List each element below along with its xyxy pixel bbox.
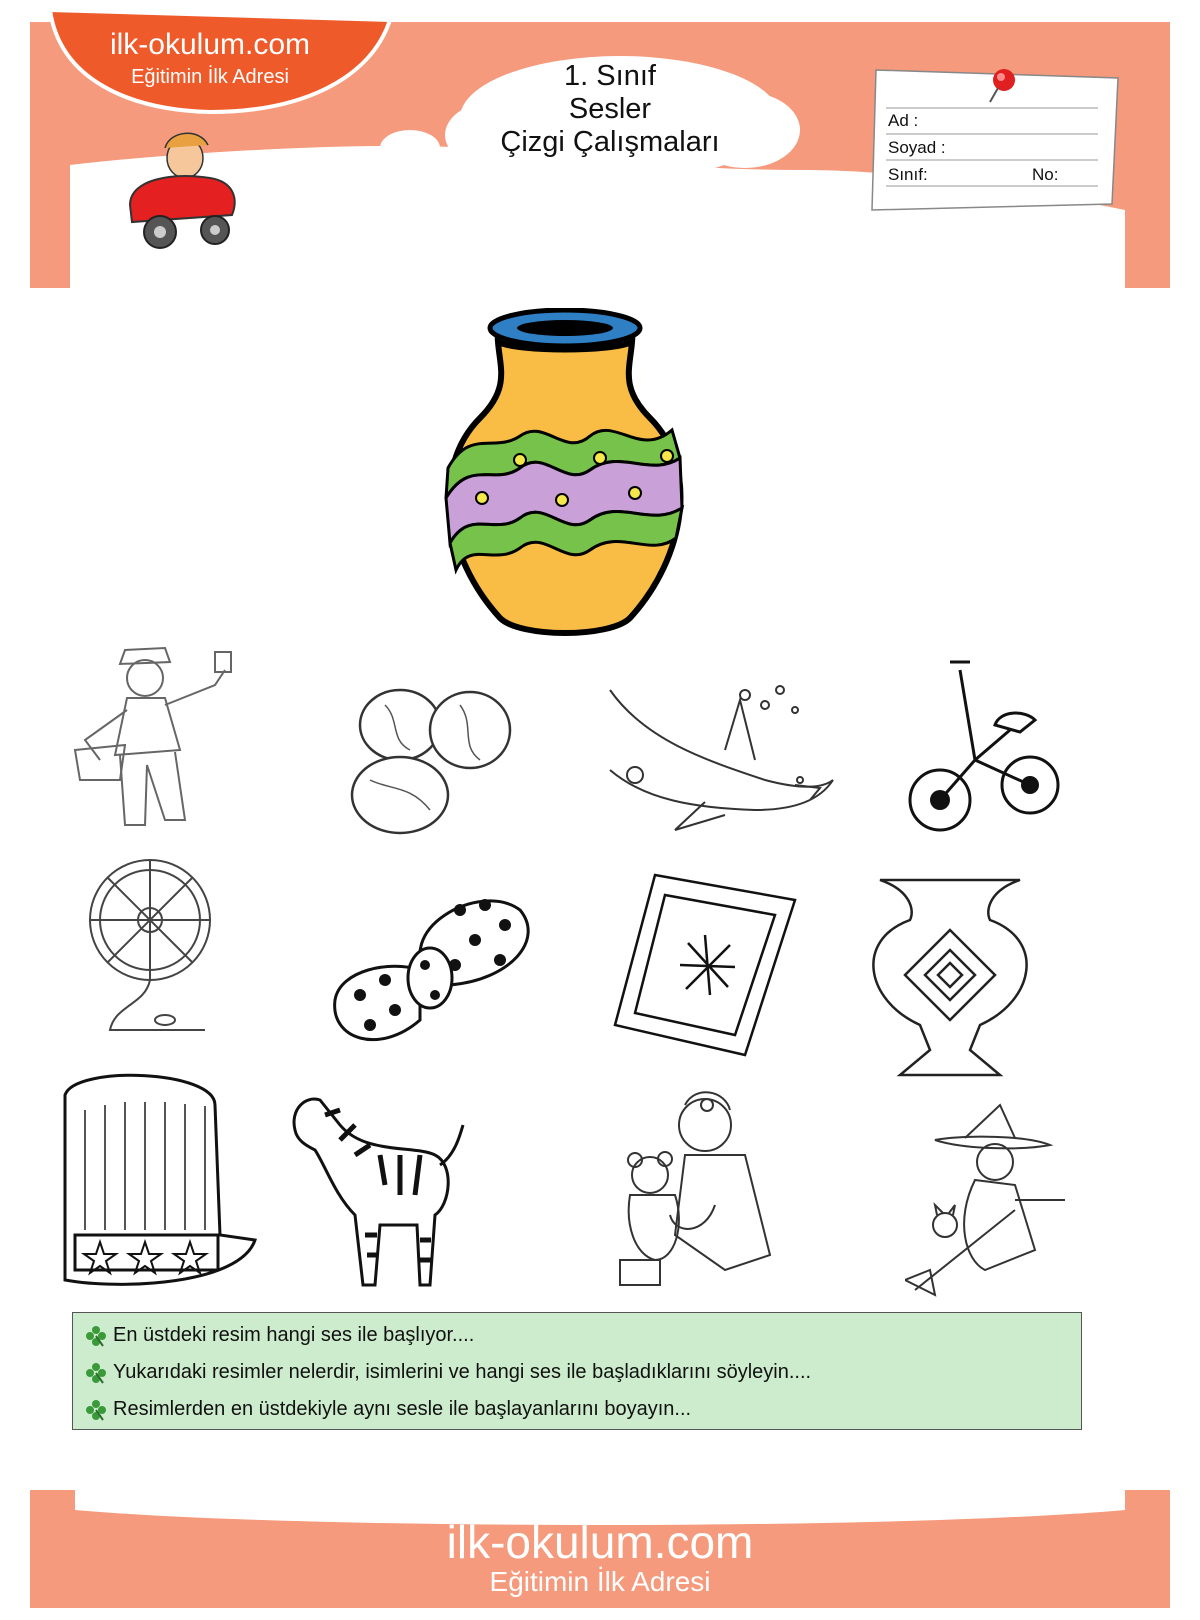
footer-brand-tagline: Eğitimin İlk Adresi bbox=[489, 1566, 711, 1597]
clover-bullet-icon bbox=[85, 1362, 107, 1384]
postman-picture bbox=[65, 640, 245, 840]
bicycle-picture bbox=[900, 650, 1070, 850]
fan-picture bbox=[85, 855, 225, 1045]
instruction-item bbox=[85, 1317, 1069, 1354]
number-label: No: bbox=[1032, 165, 1059, 184]
doctor-with-teddy-picture bbox=[615, 1085, 785, 1295]
clover-bullet-icon bbox=[85, 1325, 107, 1347]
instruction-item bbox=[85, 1354, 1069, 1391]
header-brand-tagline: Eğitimin İlk Adresi bbox=[131, 66, 289, 88]
instruction-text: Yukarıdaki resimler nelerdir, isimlerini ve hangi ses ile başladıklarını söyleyin.... bbox=[113, 1361, 812, 1383]
clover-bullet-icon bbox=[85, 1399, 107, 1421]
walnuts-picture bbox=[330, 680, 520, 840]
class-label: Sınıf: bbox=[888, 165, 928, 184]
footer-brand-name[interactable]: ilk-okulum.com bbox=[446, 1516, 754, 1568]
shark-picture bbox=[605, 680, 845, 840]
carpet-picture bbox=[610, 865, 800, 1065]
instructions-box bbox=[72, 1312, 1082, 1430]
instruction-item bbox=[85, 1391, 1069, 1428]
top-hat-picture bbox=[60, 1070, 265, 1300]
header-brand-name[interactable]: ilk-okulum.com bbox=[109, 28, 311, 61]
main-vase-picture bbox=[440, 308, 710, 648]
bow-tie-picture bbox=[330, 870, 540, 1060]
zebra-picture bbox=[285, 1085, 470, 1295]
title-grade: 1. Sınıf bbox=[564, 60, 656, 92]
name-label: Ad : bbox=[888, 111, 919, 130]
title-topic: Çizgi Çalışmaları bbox=[500, 126, 720, 158]
surname-label: Soyad : bbox=[888, 138, 946, 157]
witch-on-broom-picture bbox=[905, 1100, 1070, 1300]
instruction-text: Resimlerden en üstdekiyle aynı sesle ile başlayanlarını boyayın... bbox=[113, 1398, 692, 1420]
patterned-vase-picture bbox=[870, 875, 1030, 1085]
title-subject: Sesler bbox=[568, 93, 652, 125]
instruction-text: En üstdeki resim hangi ses ile başlıyor.... bbox=[113, 1324, 475, 1346]
